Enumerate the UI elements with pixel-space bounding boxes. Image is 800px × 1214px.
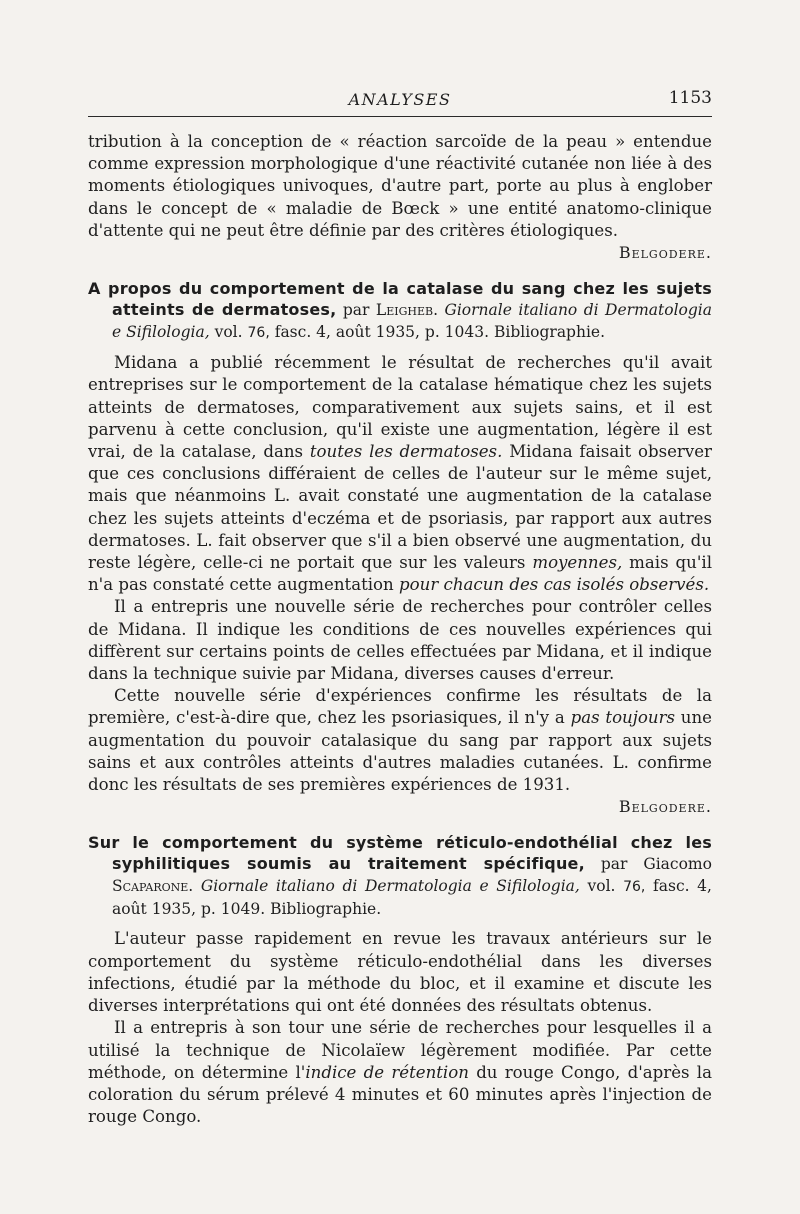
article1-paragraph-1: Midana a publié récemment le résultat de recherches qu'il avait entreprises sur le comportement de la catalase hématique chez les sujets atteints de dermatoses, comparativement aux sujets sains, et il est parvenu à cette conclusion, qu'il existe une augmentation, légère il est vrai, de la catalase, dans toutes les dermatoses. Midana faisait observer que ces conclusions différaient de celles de l'auteur sur le même sujet, mais que néanmoins L. avait constaté une augmentation de la catalase chez les sujets atteints d'eczéma et de psoriasis, par rapport aux autres dermatoses. L. fait observer que s'il a bien observé une augmentation, du reste légère, celle-ci ne portait que sur les valeurs moyennes, mais qu'il n'a pas constaté cette augmentation pour chacun des cas isolés observés. [88,353,713,595]
article1-journal: Giornale italiano di Dermatologia e Sifilologia, [112,301,712,342]
page-body [88,131,712,1128]
article1-paragraph-2: Il a entrepris une nouvelle série de recherches pour contrôler celles de Midana. Il indique les conditions de ces nouvelles expériences qui diffèrent sur certains points de celles effectuées par Midana, et il indique dans la technique suivie par Midana, diverses causes d'erreur. [88,597,712,684]
article2-journal: Giornale italiano di Dermatologia e Sifilologia, [200,877,580,896]
page-number: 1153 [668,88,712,108]
article1-title: A propos du comportement de la catalase du sang chez les sujets atteints de dermatoses, [88,279,712,320]
intro-signature: Belgodere. [618,243,712,263]
intro-paragraph: tribution à la conception de « réaction sarcoïde de la peau » entendue comme expression morphologique d'une réactivité cutanée non liée à des moments étiologiques univoques, d'autre part, porte au plus à englober dans le concept de « maladie de Bœck » une entité anatomo-clinique d'attente qui ne peut être définie par des critères étiologiques. [88,132,712,240]
article2-paragraph-2: Il a entrepris à son tour une série de recherches pour lesquelles il a utilisé la technique de Nicolaïew légèrement modifiée. Par cette méthode, on détermine l'indice de rétention du rouge Congo, d'après la coloration du sérum prélevé 4 minutes et 60 minutes après l'injection de rouge Congo. [88,1018,712,1127]
running-title: ANALYSES [348,90,452,109]
article2-details: fasc. 4, août 1935, p. 1049. Bibliographie. [112,877,712,919]
article2-paragraph-1: L'auteur passe rapidement en revue les travaux antérieurs sur le comportement du système réticulo-endothélial dans les diverses infections, étudié par la méthode du bloc, et il examine et discute les diverses interprétations qui ont été données des résultats obtenus. [88,929,712,1016]
article1-details: fasc. 4, août 1935, p. 1043. Bibliographie. [274,323,606,342]
running-header [88,80,712,117]
article2-heading: Sur le comportement du système réticulo-endothélial chez les syphilitiques soumis au traitement spécifique, par Giacomo Scaparone. Giornale italiano di Dermatologia e Sifilologia, vol. 76, fasc. 4, août 1935, p. 1049. Bibliographie. [88,833,712,919]
article1-heading: A propos du comportement de la catalase du sang chez les sujets atteints de dermatoses, par Leigheb. Giornale italiano di Dermatologia e Sifilologia, vol. 76, fasc. 4, août 1935, p. 1043. Bibliographie. [88,279,712,342]
article1-paragraph-3: Cette nouvelle série d'expériences confirme les résultats de la première, c'est-à-dire que, chez les psoriasiques, il n'y a pas toujours une augmentation du pouvoir catalasique du sang par rapport aux sujets sains et aux contrôles atteints d'autres maladies cutanées. L. confirme donc les résultats de ses premières expériences de 1931. [88,686,712,795]
article1-signature: Belgodere. [618,797,712,817]
article1-author: Leigheb. [375,301,438,320]
article2-author: Scaparone. [112,877,194,896]
article2-title: Sur le comportement du système réticulo-endothélial chez les syphilitiques soumis au traitement spécifique, [88,833,712,874]
